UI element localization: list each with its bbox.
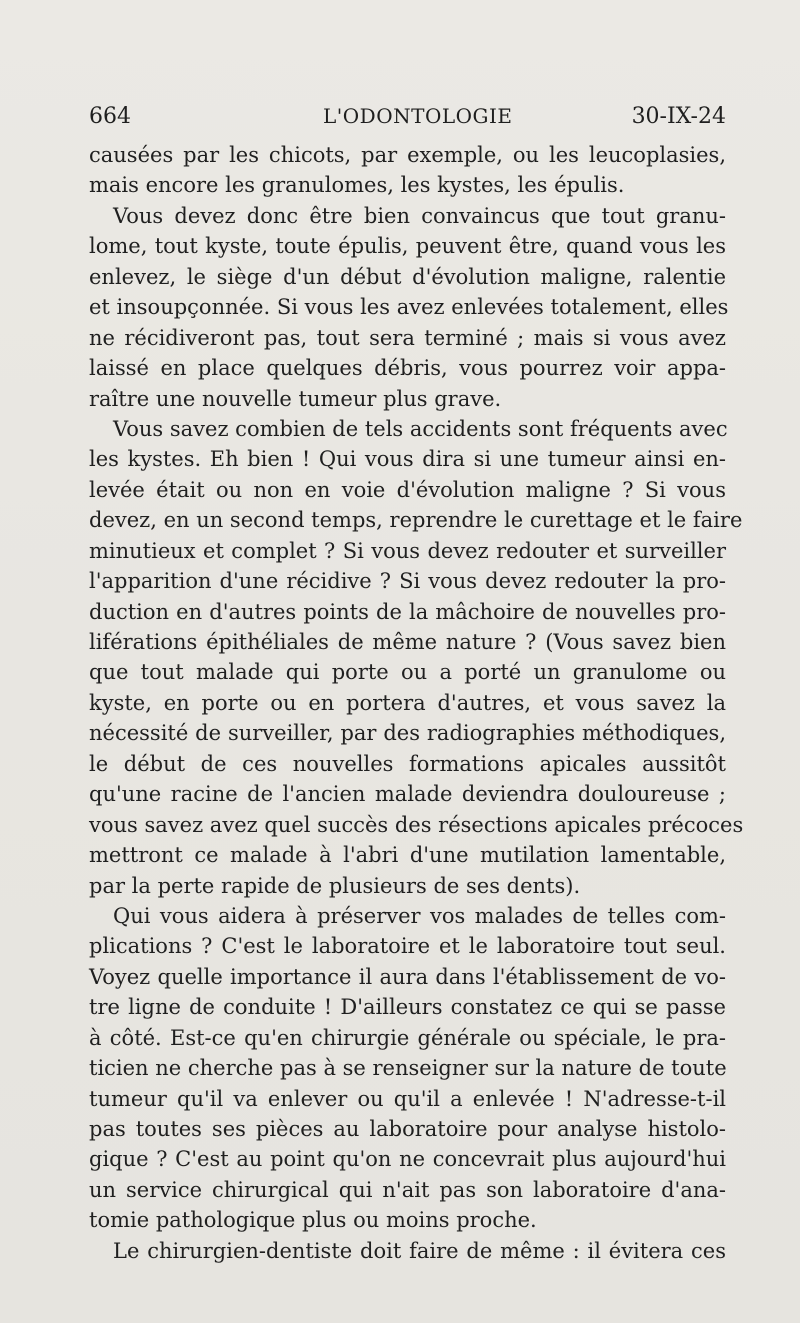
text-line: mais encore les granulomes, les kystes, les épulis. bbox=[89, 173, 625, 198]
text-line: que tout malade qui porte ou a porté un granulome ou bbox=[89, 660, 726, 685]
text-line: Le chirurgien-dentiste doit faire de même : il évitera ces bbox=[113, 1238, 726, 1263]
text-line: causées par les chicots, par exemple, ou les leucoplasies, bbox=[89, 143, 726, 167]
text-line: mettront ce malade à l'abri d'une mutilation lamentable, bbox=[89, 843, 726, 868]
text-line: qu'une racine de l'ancien malade deviendra douloureuse ; bbox=[89, 782, 726, 807]
text-line: ne récidiveront pas, tout sera terminé ; mais si vous avez bbox=[89, 325, 726, 350]
text-line: kyste, en porte ou en portera d'autres, et vous savez la bbox=[89, 690, 726, 715]
body-text bbox=[89, 140, 744, 1266]
issue-date: 30-IX-24 bbox=[631, 104, 726, 129]
text-line: ticien ne cherche pas à se renseigner sur la nature de toute bbox=[89, 1056, 727, 1081]
page-header bbox=[89, 104, 726, 134]
text-line: le début de ces nouvelles formations apicales aussitôt bbox=[89, 751, 726, 776]
text-line: par la perte rapide de plusieurs de ses dents). bbox=[89, 873, 581, 898]
text-line: liférations épithéliales de même nature ? (Vous savez bien bbox=[89, 630, 726, 654]
text-line: lome, tout kyste, toute épulis, peuvent être, quand vous les bbox=[89, 234, 726, 259]
text-line: devez, en un second temps, reprendre le curettage et le faire bbox=[89, 508, 743, 533]
running-title: L'ODONTOLOGIE bbox=[323, 104, 513, 128]
text-line: les kystes. Eh bien ! Qui vous dira si une tumeur ainsi en- bbox=[89, 447, 726, 472]
text-line: tomie pathologique plus ou moins proche. bbox=[89, 1208, 537, 1233]
page-number: 664 bbox=[89, 104, 131, 129]
text-line: tumeur qu'il va enlever ou qu'il a enlevée ! N'adresse-t-il bbox=[89, 1086, 726, 1111]
text-line: enlevez, le siège d'un début d'évolution maligne, ralentie bbox=[89, 264, 726, 289]
text-line: Vous savez combien de tels accidents sont fréquents avec bbox=[113, 416, 728, 441]
text-line: l'apparition d'une récidive ? Si vous devez redouter la pro- bbox=[89, 569, 726, 594]
text-line: laissé en place quelques débris, vous pourrez voir appa- bbox=[89, 356, 726, 381]
text-line: et insoupçonnée. Si vous les avez enlevées totalement, elles bbox=[89, 295, 729, 320]
text-line: duction en d'autres points de la mâchoire de nouvelles pro- bbox=[89, 599, 726, 624]
text-line: minutieux et complet ? Si vous devez redouter et surveiller bbox=[89, 538, 726, 563]
text-line: raître une nouvelle tumeur plus grave. bbox=[89, 386, 502, 411]
text-line: vous savez avez quel succès des résections apicales précoces bbox=[89, 812, 744, 837]
text-line: nécessité de surveiller, par des radiographies méthodiques, bbox=[89, 721, 726, 746]
text-line: pas toutes ses pièces au laboratoire pour analyse histolo- bbox=[89, 1117, 726, 1141]
text-line: Voyez quelle importance il aura dans l'établissement de vo- bbox=[89, 964, 726, 989]
text-line: tre ligne de conduite ! D'ailleurs constatez ce qui se passe bbox=[89, 995, 726, 1020]
text-line: plications ? C'est le laboratoire et le laboratoire tout seul. bbox=[89, 934, 726, 959]
text-line: levée était ou non en voie d'évolution maligne ? Si vous bbox=[89, 477, 726, 502]
text-line: gique ? C'est au point qu'on ne concevrait plus aujourd'hui bbox=[89, 1147, 726, 1172]
text-line: un service chirurgical qui n'ait pas son laboratoire d'ana- bbox=[89, 1177, 726, 1202]
text-line: Qui vous aidera à préserver vos malades de telles com- bbox=[113, 903, 726, 928]
text-line: Vous devez donc être bien convaincus que tout granu- bbox=[113, 203, 726, 228]
text-line: à côté. Est-ce qu'en chirurgie générale ou spéciale, le pra- bbox=[89, 1025, 726, 1050]
